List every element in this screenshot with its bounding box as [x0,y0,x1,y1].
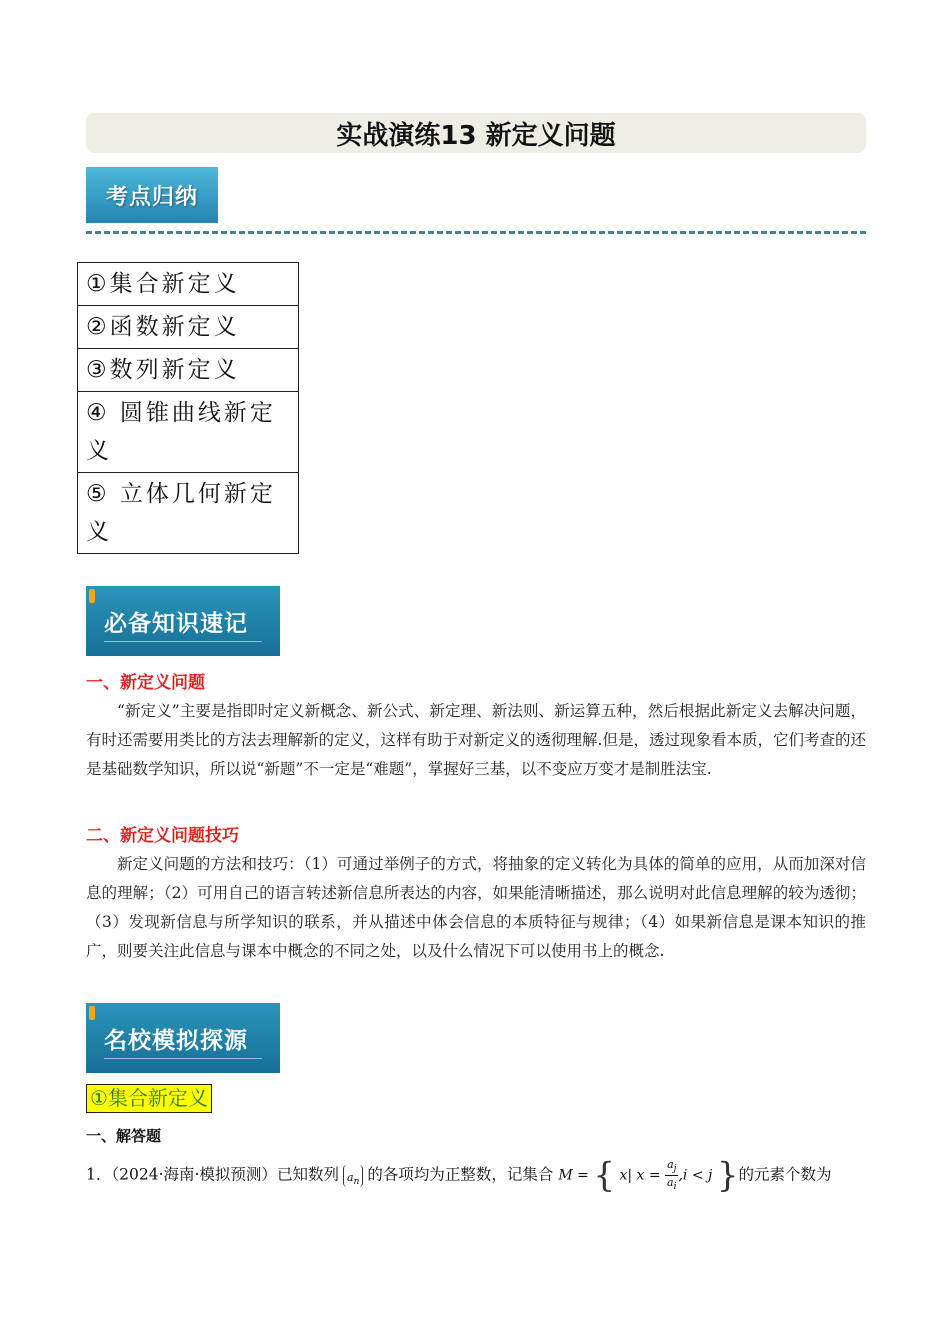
badge-accent [89,1006,95,1020]
section-heading-2: 二、新定义问题技巧 [86,826,239,846]
category-table [77,262,299,554]
section-body-2: 新定义问题的方法和技巧：（1）可通过举例子的方式，将抽象的定义转化为具体的简单的应用，从而加深对信息的理解；（2）可用自己的语言转述新信息所表达的内容，如果能清晰描述，那么说明对此信息理解的较为透彻；（3）发现新信息与所学知识的联系，并从描述中体会信息的本质特征与规律；（4）如果新信息是课本知识的推广，则要关注此信息与课本中概念的不同之处，以及什么情况下可以使用书上的概念. [86,855,866,960]
fraction: $\frac{a_j}{a_i}$ [667,1158,677,1193]
question-source: （2024·海南·模拟预测） [111,1165,277,1184]
question-text: 的元素个数为 [738,1165,832,1184]
badge-underline [104,641,262,642]
topic-tag-set-definition: ①集合新定义 [86,1084,212,1113]
set-formula: M = { x| x = $\frac{a_j}{a_i}$ ,i < j } [558,1155,739,1196]
section-heading-1: 一、新定义问题 [86,673,205,693]
table-row [78,306,299,349]
badge-underline [104,1058,262,1059]
badge-exam-points: 考点归纳 [86,167,218,223]
category-cell: ①集合新定义 [78,263,299,306]
section-body-1: “新定义”主要是指即时定义新概念、新公式、新定理、新法则、新运算五种，然后根据此新定义去解决问题，有时还需要用类比的方法去理解新的定义，这样有助于对新定义的透彻理解.但是，透过现象看本质，它们考查的还是基础数学知识，所以说“新题”不一定是“难题”，掌握好三基，以不变应万变才是制胜法宝. [86,702,866,778]
badge-knowledge [86,586,280,656]
sequence-symbol: $a_n$ [343,1165,363,1187]
table-row [78,263,299,306]
badge-label: 名校模拟探源 [104,1028,248,1054]
category-cell: ③数列新定义 [78,349,299,392]
badge-label: 必备知识速记 [104,611,248,637]
badge-mock-exams [86,1003,280,1073]
question-number: 1． [86,1165,112,1184]
page-title: 实战演练13 新定义问题 [86,113,866,153]
category-cell: ⑤ 立体几何新定义 [78,473,299,554]
table-row [78,349,299,392]
question-text: 已知数列 [276,1165,339,1184]
category-cell: ②函数新定义 [78,306,299,349]
table-row [78,392,299,473]
question-1 [86,1155,876,1196]
table-row [78,473,299,554]
question-type-heading: 一、解答题 [86,1127,162,1145]
category-cell: ④ 圆锥曲线新定义 [78,392,299,473]
badge-accent [89,589,95,603]
left-brace: { [593,1155,615,1196]
right-brace: } [716,1155,739,1196]
dashed-divider [86,231,866,234]
question-text: 的各项均为正整数，记集合 [367,1165,554,1184]
